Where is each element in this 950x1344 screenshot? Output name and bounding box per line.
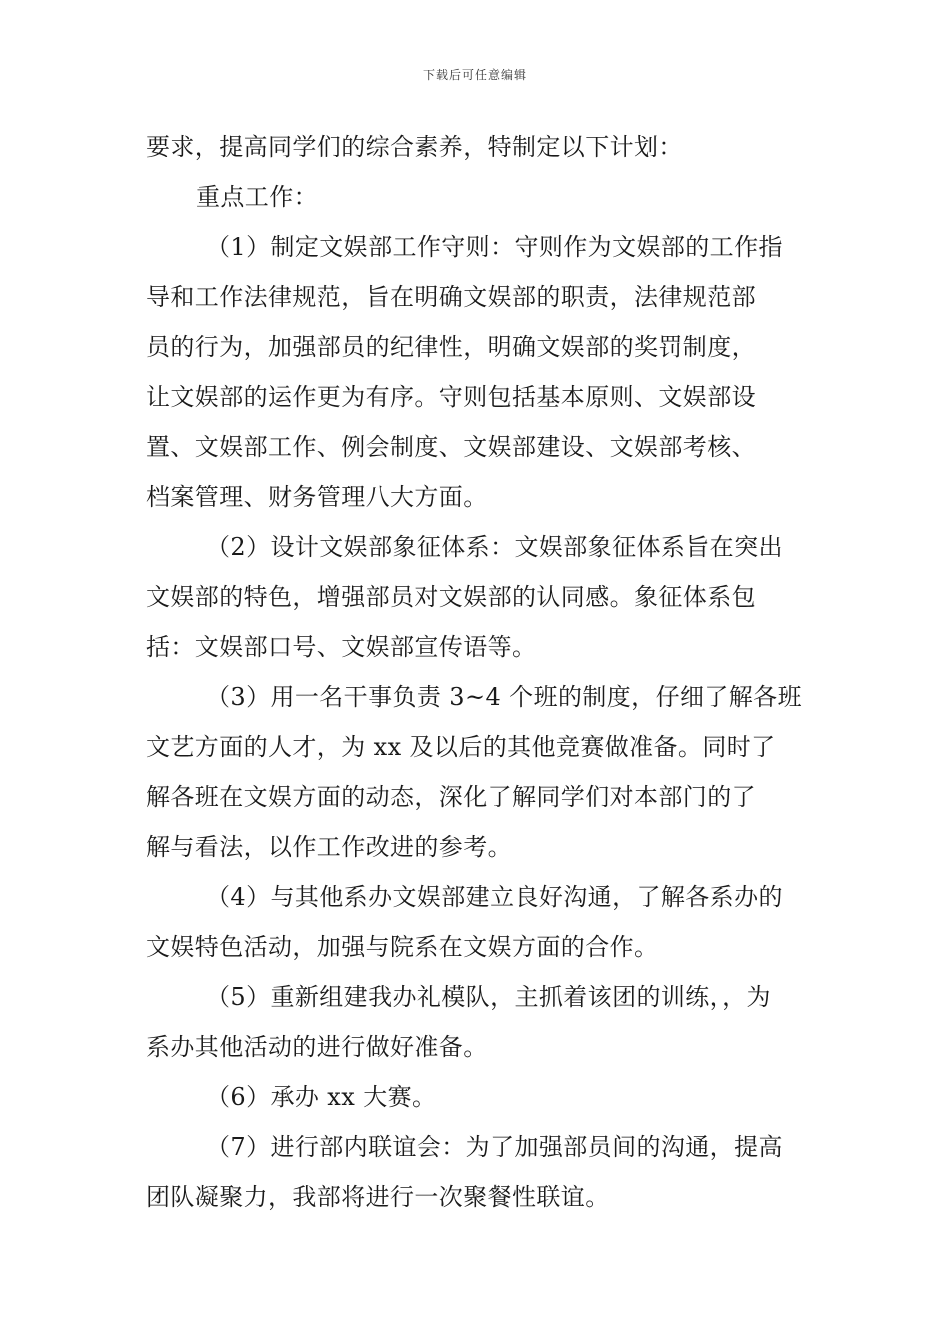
text-line: 文娱部的特色，增强部员对文娱部的认同感。象征体系包 [146, 583, 756, 611]
text-line: （4）与其他系办文娱部建立良好沟通，了解各系办的 [206, 883, 783, 911]
text-line: 让文娱部的运作更为有序。守则包括基本原则、文娱部设 [146, 383, 756, 411]
text-line: 文艺方面的人才，为 xx 及以后的其他竞赛做准备。同时了 [146, 733, 776, 761]
text-line: 解各班在文娱方面的动态，深化了解同学们对本部门的了 [146, 783, 756, 811]
document-body [146, 122, 810, 1222]
text-line: （1）制定文娱部工作守则：守则作为文娱部的工作指 [206, 233, 783, 261]
text-line: 括：文娱部口号、文娱部宣传语等。 [146, 633, 537, 661]
text-line: （6）承办 xx 大赛。 [206, 1083, 437, 1111]
text-line: （2）设计文娱部象征体系：文娱部象征体系旨在突出 [206, 533, 783, 561]
text-line: 要求，提高同学们的综合素养，特制定以下计划： [146, 133, 683, 161]
text-line: （7）进行部内联谊会：为了加强部员间的沟通，提高 [206, 1133, 783, 1161]
text-line: 置、文娱部工作、例会制度、文娱部建设、文娱部考核、 [146, 433, 756, 461]
text-line: （5）重新组建我办礼模队，主抓着该团的训练，，为 [206, 983, 771, 1011]
text-line: 导和工作法律规范，旨在明确文娱部的职责，法律规范部 [146, 283, 756, 311]
text-line: 团队凝聚力，我部将进行一次聚餐性联谊。 [146, 1183, 610, 1211]
text-line: 档案管理、财务管理八大方面。 [146, 483, 488, 511]
text-line: 重点工作： [196, 183, 318, 211]
text-line: 系办其他活动的进行做好准备。 [146, 1033, 488, 1061]
text-line: （3）用一名干事负责 3~4 个班的制度，仔细了解各班 [206, 683, 802, 711]
text-line: 文娱特色活动，加强与院系在文娱方面的合作。 [146, 933, 659, 961]
text-line: 解与看法，以作工作改进的参考。 [146, 833, 512, 861]
page-header: 下载后可任意编辑 [422, 68, 527, 82]
text-line: 员的行为，加强部员的纪律性，明确文娱部的奖罚制度， [146, 333, 756, 361]
